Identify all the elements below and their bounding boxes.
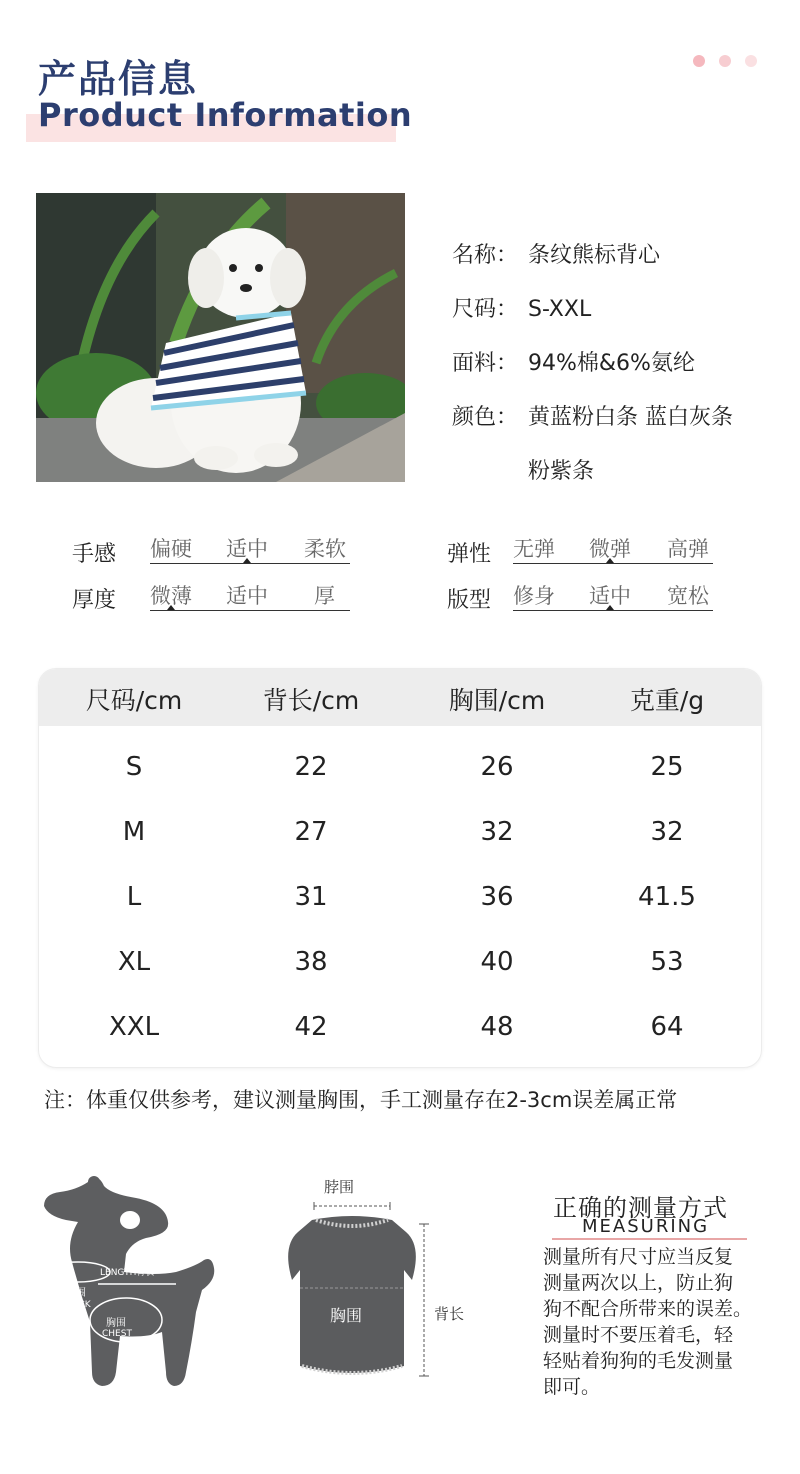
cell-size: S [125, 752, 143, 782]
scale-fit [513, 580, 713, 610]
cell-back-length: 42 [294, 1012, 328, 1042]
scale-option: 微薄 [150, 584, 192, 608]
measuring-line: 测量所有尺寸应当反复 [543, 1246, 734, 1268]
measuring-title: 正确的测量方式 [553, 1194, 728, 1222]
scale-feel [150, 533, 350, 563]
cell-back-length: 27 [294, 817, 328, 847]
scale-elasticity [513, 533, 713, 563]
info-color [452, 400, 733, 431]
scale-marker-icon [606, 605, 614, 610]
info-color-extra [452, 454, 594, 485]
attr-label-thickness: 厚度 [72, 588, 117, 613]
cell-weight: 32 [650, 817, 684, 847]
cell-back-length: 38 [294, 947, 328, 977]
scale-option: 无弹 [513, 537, 555, 561]
scale-option: 适中 [589, 584, 631, 608]
info-color-extra-value: 粉紫条 [528, 459, 595, 484]
cell-size: XL [117, 947, 151, 977]
dog-chest-en: CHEST [102, 1329, 132, 1339]
attr-label-feel: 手感 [72, 542, 117, 567]
scale-option: 偏硬 [150, 537, 192, 561]
scale-line [150, 563, 350, 564]
info-size-label: 尺码： [452, 297, 519, 322]
size-table [38, 668, 762, 1068]
scale-option: 厚 [314, 584, 335, 608]
info-name-label: 名称： [452, 243, 519, 268]
product-photo [36, 193, 405, 482]
scale-option: 柔软 [304, 537, 346, 561]
scale-line [513, 563, 713, 564]
vest-back-label: 背长 [434, 1305, 465, 1323]
scale-marker-icon [243, 558, 251, 563]
cell-chest: 40 [480, 947, 514, 977]
info-color-label: 颜色： [452, 405, 519, 430]
dog-length-label: LENGTH背长 [100, 1268, 155, 1278]
vest-silhouette-icon [272, 1170, 482, 1390]
decorative-dots [693, 55, 757, 67]
scale-option: 修身 [513, 584, 555, 608]
dog-chest-cn: 胸围 [106, 1318, 126, 1329]
dog-neck-cn: 脖围 [66, 1288, 86, 1299]
measuring-subtitle: MEASURING [582, 1216, 710, 1237]
measuring-line: 测量两次以上，防止狗 [543, 1272, 734, 1294]
cell-back-length: 31 [294, 882, 328, 912]
info-fabric-label: 面料： [452, 351, 519, 376]
header-back-length: 背长/cm [262, 686, 360, 715]
measuring-instructions [543, 1244, 783, 1400]
info-color-value: 黄蓝粉白条 蓝白灰条 [528, 405, 733, 430]
table-row [39, 882, 761, 912]
scale-option: 高弹 [667, 537, 709, 561]
vest-neck-label: 脖围 [324, 1178, 355, 1196]
table-row [39, 947, 761, 977]
table-row [39, 1012, 761, 1042]
cell-chest: 26 [480, 752, 514, 782]
dot-icon [745, 55, 757, 67]
info-fabric-value: 94%棉&6%氨纶 [528, 351, 695, 376]
dog-neck-en: NECK [66, 1300, 91, 1310]
scale-line [150, 610, 350, 611]
scale-option: 微弹 [589, 537, 631, 561]
dot-icon [693, 55, 705, 67]
vest-measure-diagram [272, 1170, 482, 1390]
header-chest: 胸围/cm [448, 686, 546, 715]
cell-weight: 41.5 [638, 882, 696, 912]
measurement-note: 注：体重仅供参考，建议测量胸围，手工测量存在2-3cm误差属正常 [44, 1088, 678, 1112]
table-row [39, 817, 761, 847]
page-title-cn: 产品信息 [38, 57, 199, 101]
cell-size: XXL [108, 1012, 160, 1042]
cell-chest: 48 [480, 1012, 514, 1042]
size-table-header [39, 669, 761, 726]
header-weight: 克重/g [629, 686, 705, 715]
cell-weight: 64 [650, 1012, 684, 1042]
measuring-line: 狗不配合所带来的误差。 [543, 1298, 753, 1320]
page-title-en: Product Information [38, 96, 413, 134]
scale-option: 适中 [226, 584, 268, 608]
cell-back-length: 22 [294, 752, 328, 782]
attr-label-elasticity: 弹性 [447, 542, 492, 567]
scale-thickness [150, 580, 350, 610]
table-row [39, 752, 761, 782]
info-size-value: S-XXL [528, 297, 592, 322]
header-size: 尺码/cm [85, 686, 183, 715]
dot-icon [719, 55, 731, 67]
measuring-line: 测量时不要压着毛，轻 [543, 1324, 734, 1346]
cell-weight: 53 [650, 947, 684, 977]
cell-weight: 25 [650, 752, 684, 782]
info-fabric [452, 346, 695, 377]
cell-chest: 32 [480, 817, 514, 847]
cell-size: M [122, 817, 146, 847]
measuring-line: 轻贴着狗狗的毛发测量 [543, 1350, 734, 1372]
dog-silhouette-icon [36, 1172, 226, 1397]
info-name-value: 条纹熊标背心 [528, 243, 661, 268]
scale-option: 宽松 [667, 584, 709, 608]
cell-chest: 36 [480, 882, 514, 912]
dog-measure-diagram [36, 1172, 226, 1397]
measuring-line: 即可。 [543, 1376, 601, 1398]
scale-option: 适中 [226, 537, 268, 561]
cell-size: L [126, 882, 142, 912]
scale-marker-icon [167, 605, 175, 610]
measuring-underline [552, 1238, 747, 1240]
scale-marker-icon [606, 558, 614, 563]
attr-label-fit: 版型 [447, 588, 492, 613]
info-size [452, 292, 591, 323]
scale-line [513, 610, 713, 611]
vest-chest-label: 胸围 [330, 1306, 363, 1325]
info-name [452, 238, 660, 269]
